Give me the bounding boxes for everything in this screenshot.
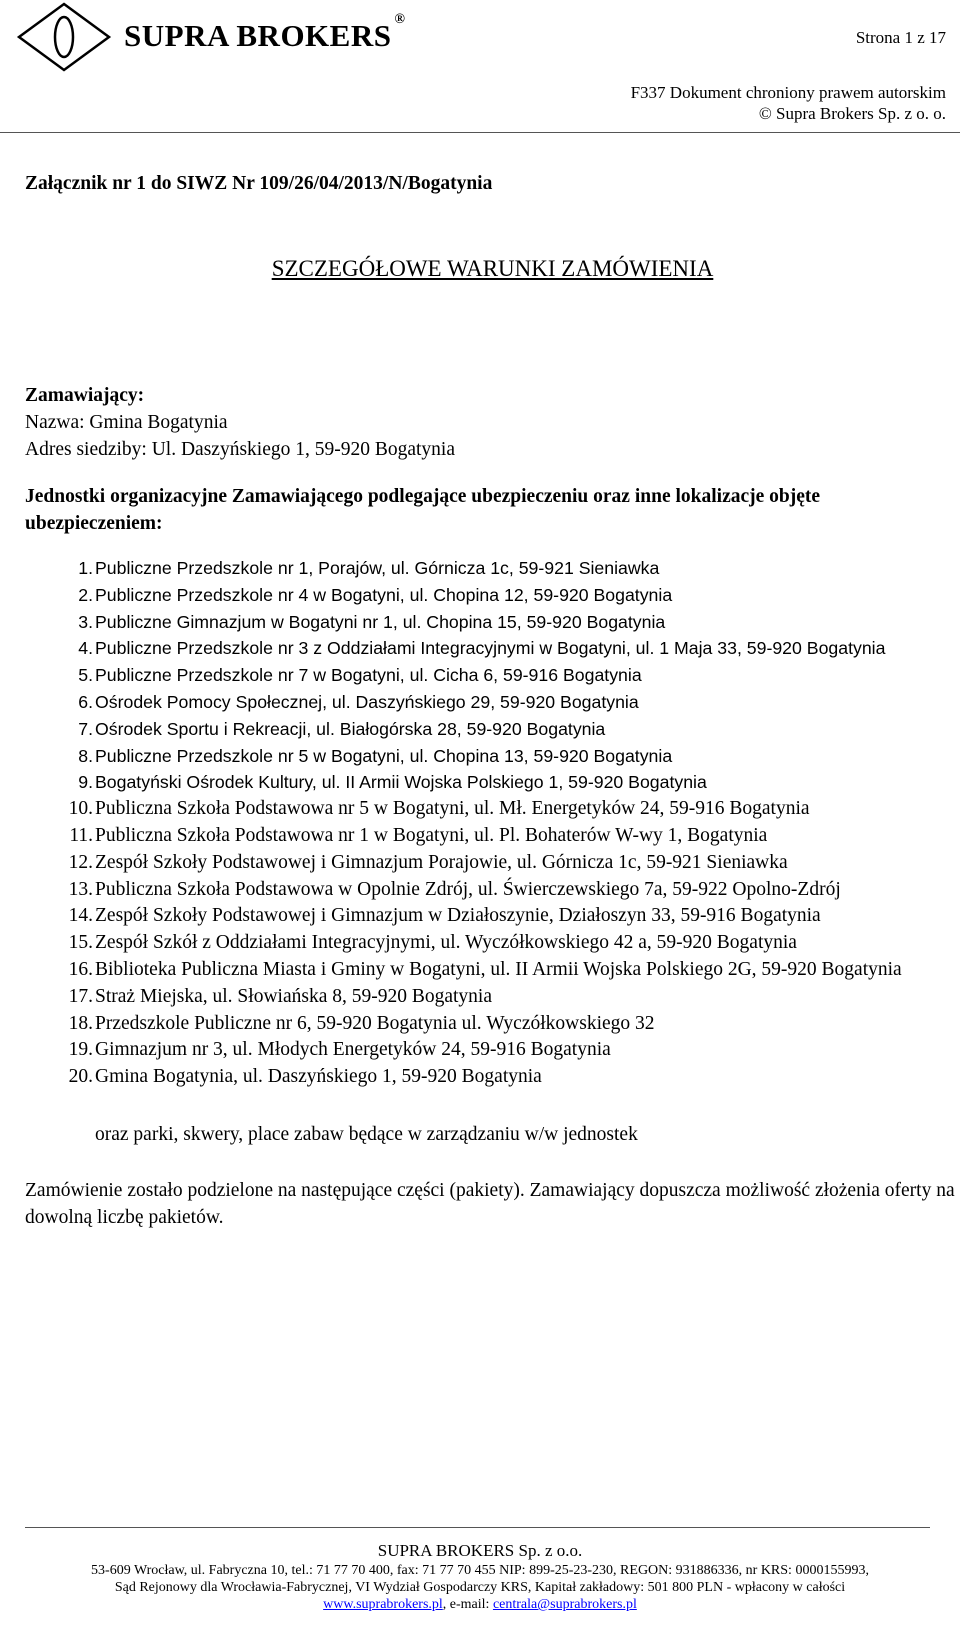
unit-list-item [25, 796, 960, 823]
unit-number: 9. [78, 772, 93, 793]
units-list [25, 555, 960, 1091]
unit-number: 19. [68, 1039, 93, 1061]
unit-number: 7. [78, 718, 93, 739]
company-logo [14, 2, 434, 72]
unit-list-item [25, 662, 960, 689]
unit-text: Zespół Szkoły Podstawowej i Gimnazjum w Działoszynie, Działoszyn 33, 59-916 Bogatynia [95, 905, 821, 927]
unit-text: Gmina Bogatynia, ul. Daszyńskiego 1, 59-920 Bogatynia [95, 1066, 542, 1088]
unit-text: Ośrodek Sportu i Rekreacji, ul. Białogórska 28, 59-920 Bogatynia [95, 718, 606, 739]
unit-number: 20. [68, 1066, 93, 1088]
unit-list-item [25, 984, 960, 1011]
unit-number: 8. [78, 745, 93, 766]
website-link[interactable]: www.suprabrokers.pl [323, 1597, 443, 1612]
unit-text: Bogatyński Ośrodek Kultury, ul. II Armii Wojska Polskiego 1, 59-920 Bogatynia [95, 772, 707, 793]
page-footer [0, 1540, 960, 1613]
unit-text: Publiczne Przedszkole nr 7 w Bogatyni, ul. Cicha 6, 59-916 Bogatynia [95, 665, 642, 686]
unit-list-item [25, 903, 960, 930]
units-heading: Jednostki organizacyjne Zamawiającego podlegające ubezpieczeniu oraz inne lokalizacje objęte ubezpieczeniem: [25, 486, 821, 534]
unit-list-item [25, 769, 960, 796]
unit-number: 4. [78, 638, 93, 659]
footer-company: SUPRA BROKERS Sp. z o.o. [377, 1541, 583, 1560]
unit-number: 15. [68, 932, 93, 954]
unit-number: 12. [68, 851, 93, 873]
unit-text: Publiczne Przedszkole nr 3 z Oddziałami Integracyjnymi w Bogatyni, ul. 1 Maja 33, 59-920 Bogatynia [95, 638, 886, 659]
document-title: SZCZEGÓŁOWE WARUNKI ZAMÓWIENIA [271, 256, 714, 281]
unit-list-item [25, 1064, 960, 1091]
unit-list-item [25, 823, 960, 850]
unit-list-item [25, 1011, 960, 1038]
orderer-name: Nazwa: Gmina Bogatynia [25, 412, 228, 433]
unit-text: Ośrodek Pomocy Społecznej, ul. Daszyńskiego 29, 59-920 Bogatynia [95, 691, 639, 712]
unit-number: 10. [68, 798, 93, 820]
page-number: Strona 1 z 17 [855, 28, 946, 47]
unit-number: 18. [68, 1012, 93, 1034]
unit-list-item [25, 957, 960, 984]
unit-list-item [25, 609, 960, 636]
email-label: , e-mail: [442, 1597, 493, 1612]
footer-divider [25, 1527, 930, 1528]
unit-list-item [25, 716, 960, 743]
orderer-heading: Zamawiający: [25, 385, 145, 406]
unit-list-item [25, 743, 960, 770]
unit-number: 1. [78, 558, 93, 578]
unit-text: Zespół Szkoły Podstawowej i Gimnazjum Porajowie, ul. Górnicza 1c, 59-921 Sieniawka [95, 851, 788, 873]
footer-court: Sąd Rejonowy dla Wrocławia-Fabrycznej, VI Wydział Gospodarczy KRS, Kapitał zakładowy: 501 800 PLN - wpłacony w całości [114, 1580, 846, 1595]
page-header [0, 0, 960, 123]
unit-number: 11. [69, 824, 93, 846]
parks-note: oraz parki, skwery, place zabaw będące w zarządzaniu w/w jednostek [95, 1123, 638, 1145]
brand-name: SUPRA BROKERS ® [124, 11, 406, 53]
unit-number: 13. [68, 878, 93, 900]
unit-number: 5. [78, 665, 93, 686]
unit-list-item [25, 555, 960, 582]
unit-number: 3. [78, 611, 93, 632]
header-divider [0, 132, 960, 133]
logo-diamond-icon [14, 2, 114, 72]
unit-list-item [25, 930, 960, 957]
document-body [25, 170, 960, 1231]
unit-text: Gimnazjum nr 3, ul. Młodych Energetyków 24, 59-916 Bogatynia [95, 1039, 611, 1061]
unit-list-item [25, 877, 960, 904]
unit-text: Publiczne Gimnazjum w Bogatyni nr 1, ul. Chopina 15, 59-920 Bogatynia [95, 611, 666, 632]
copyright-line-2: © Supra Brokers Sp. z o. o. [758, 104, 946, 123]
footer-address: 53-609 Wrocław, ul. Fabryczna 10, tel.: 71 77 70 400, fax: 71 77 70 455 NIP: 899-25-23-230, REGON: 931886336, nr KRS: 0000155993, [91, 1563, 869, 1578]
unit-number: 6. [78, 691, 93, 712]
unit-number: 16. [68, 958, 93, 980]
unit-number: 2. [78, 584, 93, 605]
unit-text: Biblioteka Publiczna Miasta i Gminy w Bogatyni, ul. II Armii Wojska Polskiego 2G, 59-920 Bogatynia [95, 958, 902, 980]
unit-text: Publiczne Przedszkole nr 4 w Bogatyni, ul. Chopina 12, 59-920 Bogatynia [95, 584, 673, 605]
unit-text: Publiczna Szkoła Podstawowa w Opolnie Zdrój, ul. Świerczewskiego 7a, 59-922 Opolno-Zdrój [95, 878, 841, 900]
unit-number: 14. [68, 905, 93, 927]
unit-text: Przedszkole Publiczne nr 6, 59-920 Bogatynia ul. Wyczółkowskiego 32 [95, 1012, 655, 1034]
attachment-reference: Załącznik nr 1 do SIWZ Nr 109/26/04/2013/N/Bogatynia [25, 173, 493, 194]
registered-mark: ® [394, 11, 406, 27]
unit-text: Publiczna Szkoła Podstawowa nr 5 w Bogatyni, ul. Mł. Energetyków 24, 59-916 Bogatynia [95, 798, 810, 820]
orderer-address: Adres siedziby: Ul. Daszyńskiego 1, 59-920 Bogatynia [25, 439, 456, 460]
unit-number: 17. [68, 985, 93, 1007]
unit-list-item [25, 582, 960, 609]
copyright-line-1: F337 Dokument chroniony prawem autorskim [630, 83, 946, 102]
unit-list-item [25, 689, 960, 716]
unit-list-item [25, 635, 960, 662]
unit-text: Zespół Szkół z Oddziałami Integracyjnymi, ul. Wyczółkowskiego 42 a, 59-920 Bogatynia [95, 932, 797, 954]
unit-text: Publiczne Przedszkole nr 5 w Bogatyni, ul. Chopina 13, 59-920 Bogatynia [95, 745, 673, 766]
unit-text: Publiczna Szkoła Podstawowa nr 1 w Bogatyni, ul. Pl. Bohaterów W-wy 1, Bogatynia [95, 824, 768, 846]
division-note: Zamówienie zostało podzielone na następujące części (pakiety). Zamawiający dopuszcza możliwość złożenia oferty na dowolną liczbę pakietów. [25, 1179, 955, 1228]
email-link[interactable]: centrala@suprabrokers.pl [492, 1597, 637, 1612]
copyright-notice [631, 82, 946, 124]
unit-list-item [25, 1037, 960, 1064]
footer-contacts [0, 1596, 960, 1613]
unit-text: Publiczne Przedszkole nr 1, Porajów, ul. Górnicza 1c, 59-921 Sieniawka [95, 558, 660, 578]
unit-text: Straż Miejska, ul. Słowiańska 8, 59-920 Bogatynia [95, 985, 492, 1007]
unit-list-item [25, 850, 960, 877]
